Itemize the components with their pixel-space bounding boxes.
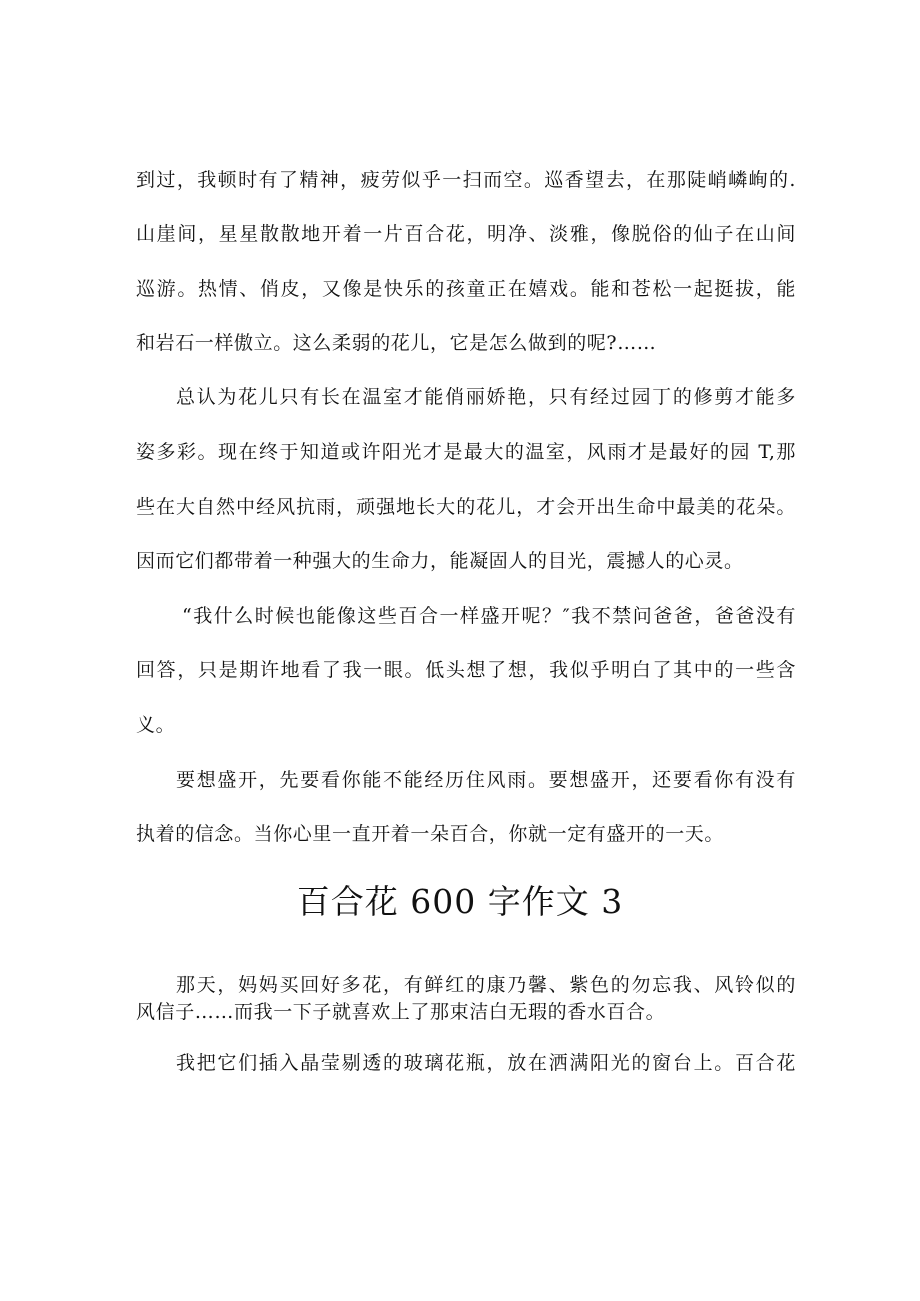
text-line: 姿多彩。现在终于知道或许阳光才是最大的温室，风雨才是最好的园 T,那 <box>136 441 796 463</box>
text-line: 和岩石一样傲立。这么柔弱的花儿，它是怎么做到的呢?…… <box>136 332 657 354</box>
section-heading: 百合花 600 字作文 3 <box>296 882 624 921</box>
text-line: 些在大自然中经风抗雨，顽强地长大的花儿，才会开出生命中最美的花朵。 <box>136 496 796 518</box>
text-line: 风信子……而我一下子就喜欢上了那束洁白无瑕的香水百合。 <box>136 1001 666 1023</box>
text-line: 义。 <box>136 714 176 736</box>
text-line: 因而它们都带着一种强大的生命力，能凝固人的目光，震撼人的心灵。 <box>136 550 744 572</box>
text-line: 山崖间，星星散散地开着一片百合花，明净、淡雅，像脱俗的仙子在山间 <box>136 223 796 245</box>
text-line: 那天，妈妈买回好多花，有鲜红的康乃馨、紫色的勿忘我、风铃似的 <box>176 974 796 996</box>
text-line: “我什么时候也能像这些百合一样盛开呢？″我不禁问爸爸，爸爸没有 <box>182 605 796 627</box>
text-line: 巡游。热情、俏皮，又像是快乐的孩童正在嬉戏。能和苍松一起挺拔，能 <box>136 278 796 300</box>
text-line: 我把它们插入晶莹剔透的玻璃花瓶，放在洒满阳光的窗台上。百合花 <box>176 1052 796 1074</box>
text-line: 要想盛开，先要看你能不能经历住风雨。要想盛开，还要看你有没有 <box>176 769 796 791</box>
text-line: 执着的信念。当你心里一直开着一朵百合，你就一定有盛开的一天。 <box>136 823 725 845</box>
text-line: 到过，我顿时有了精神，疲劳似乎一扫而空。巡香望去，在那陡峭嶙峋的. <box>136 169 796 191</box>
text-line: 总认为花儿只有长在温室才能俏丽娇艳，只有经过园丁的修剪才能多 <box>176 386 796 408</box>
text-line: 回答，只是期许地看了我一眼。低头想了想，我似乎明白了其中的一些含 <box>136 659 796 681</box>
